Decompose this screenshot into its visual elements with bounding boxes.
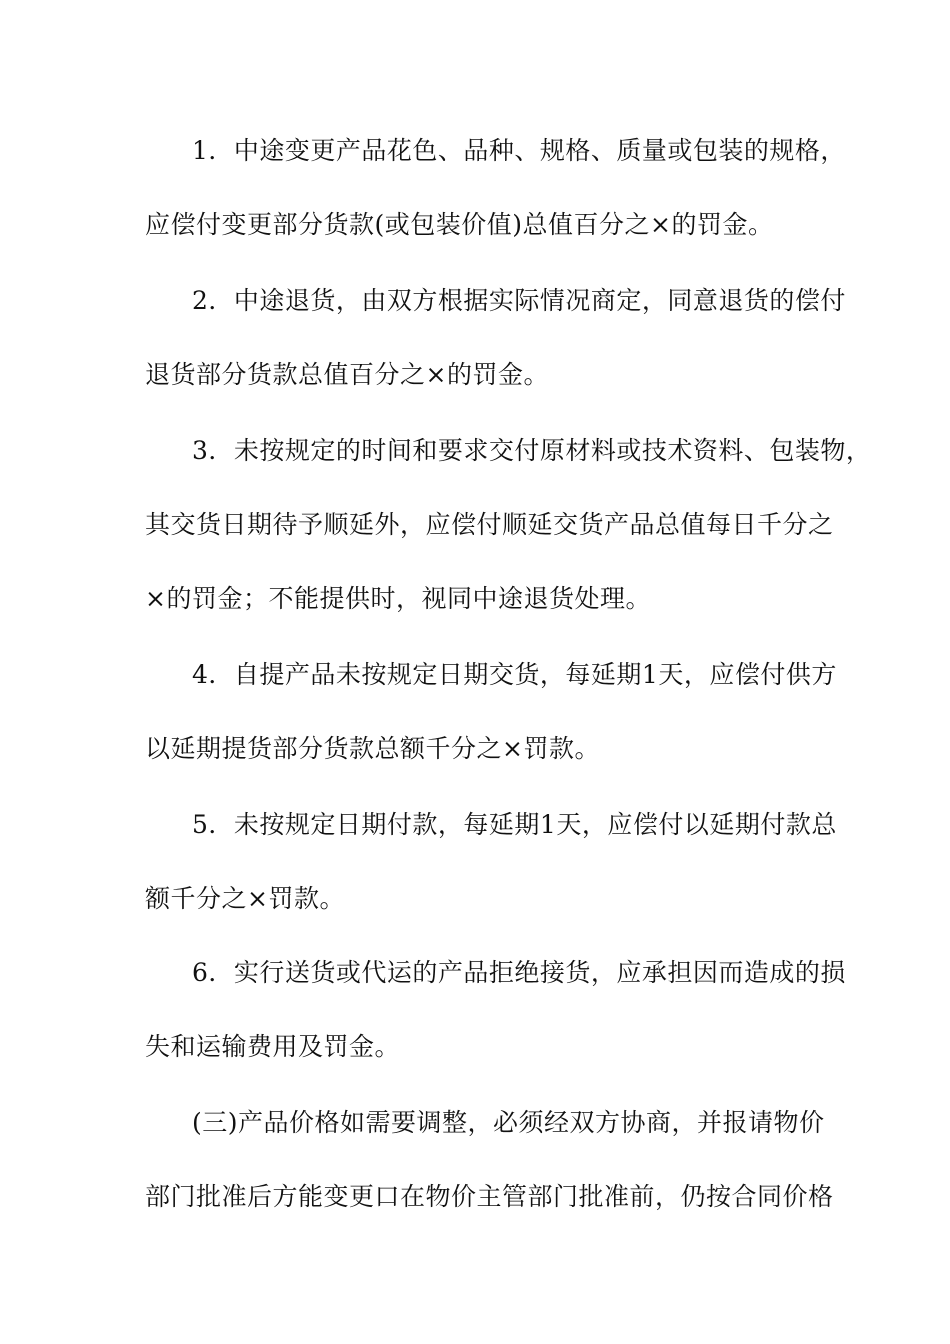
section-3-line-1: (三)产品价格如需要调整，必须经双方协商，并报请物价 bbox=[192, 1108, 825, 1137]
section-3-line-2: 部门批准后方能变更口在物价主管部门批准前，仍按合同价格 bbox=[145, 1182, 834, 1211]
clause-6-line-1: 6．实行送货或代运的产品拒绝接货，应承担因而造成的损 bbox=[192, 958, 846, 987]
clause-5-line-1: 5．未按规定日期付款，每延期1天，应偿付以延期付款总 bbox=[192, 810, 837, 839]
clause-1-line-2: 应偿付变更部分货款(或包装价值)总值百分之×的罚金。 bbox=[145, 210, 774, 239]
clause-3-line-1: 3．未按规定的时间和要求交付原材料或技术资料、包装物， bbox=[192, 436, 872, 465]
clause-2-line-2: 退货部分货款总值百分之×的罚金。 bbox=[145, 360, 549, 389]
clause-1-line-1: 1．中途变更产品花色、品种、规格、质量或包装的规格， bbox=[192, 136, 846, 165]
clause-5-line-2: 额千分之×罚款。 bbox=[145, 884, 345, 913]
clause-4-line-1: 4．自提产品未按规定日期交货，每延期1天，应偿付供方 bbox=[192, 660, 837, 689]
clause-6-line-2: 失和运输费用及罚金。 bbox=[145, 1032, 401, 1061]
clause-3-line-2: 其交货日期待予顺延外，应偿付顺延交货产品总值每日千分之 bbox=[145, 510, 834, 539]
clause-3-line-3: ×的罚金；不能提供时，视同中途退货处理。 bbox=[145, 584, 651, 613]
clause-2-line-1: 2．中途退货，由双方根据实际情况商定，同意退货的偿付 bbox=[192, 286, 846, 315]
clause-4-line-2: 以延期提货部分货款总额千分之×罚款。 bbox=[145, 734, 600, 763]
